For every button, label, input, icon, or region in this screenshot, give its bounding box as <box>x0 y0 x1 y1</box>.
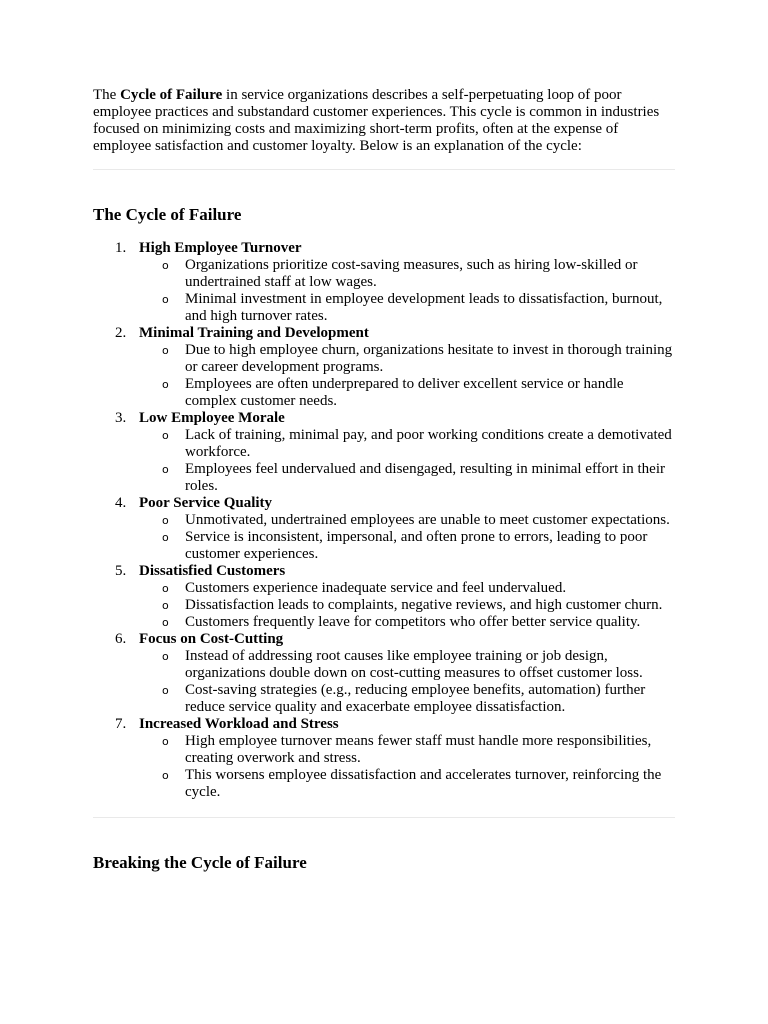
cycle-step <box>93 631 675 716</box>
section-heading-cycle: The Cycle of Failure <box>93 205 242 224</box>
step-point-text: High employee turnover means fewer staff must handle more responsibilities, creating overwork and stress. <box>185 733 652 766</box>
step-points <box>139 257 675 325</box>
step-point <box>139 376 675 410</box>
step-point <box>139 580 675 597</box>
step-point <box>139 733 675 767</box>
cycle-steps-list <box>93 240 675 801</box>
step-title: Minimal Training and Development <box>139 325 369 341</box>
step-points <box>139 733 675 801</box>
step-point <box>139 512 675 529</box>
step-points <box>139 512 675 563</box>
divider <box>93 169 675 170</box>
step-point <box>139 291 675 325</box>
step-point-text: Employees feel undervalued and disengaged, resulting in minimal effort in their roles. <box>185 461 665 494</box>
cycle-step <box>93 563 675 631</box>
cycle-step <box>93 240 675 325</box>
step-point-text: Unmotivated, undertrained employees are unable to meet customer expectations. <box>185 512 670 528</box>
bullet-icon: o <box>162 514 169 527</box>
bullet-icon: o <box>162 378 169 391</box>
step-point <box>139 614 675 631</box>
step-point <box>139 427 675 461</box>
intro-term: Cycle of Failure <box>120 87 223 103</box>
step-point-text: Instead of addressing root causes like employee training or job design, organizations double down on cost-cutting measures to offset customer loss. <box>185 648 643 681</box>
cycle-step <box>93 325 675 410</box>
step-number: 2. <box>115 325 127 341</box>
bullet-icon: o <box>162 344 169 357</box>
step-title: High Employee Turnover <box>139 240 302 256</box>
intro-rest: in service organizations describes a self-perpetuating loop of poor employee practices and substandard customer experiences. This cycle is common in industries focused on minimizing costs and maximizing short-term profits, often at the expense of employee satisfaction and customer loyalty. Below is an explanation of the cycle: <box>93 87 660 154</box>
step-point <box>139 648 675 682</box>
section-heading-breaking: Breaking the Cycle of Failure <box>93 853 307 872</box>
bullet-icon: o <box>162 429 169 442</box>
step-point <box>139 597 675 614</box>
step-point-text: This worsens employee dissatisfaction and accelerates turnover, reinforcing the cycle. <box>185 767 662 800</box>
step-point-text: Customers experience inadequate service and feel undervalued. <box>185 580 567 596</box>
document-page <box>93 87 675 873</box>
step-number: 4. <box>115 495 127 511</box>
cycle-step <box>93 495 675 563</box>
step-title: Dissatisfied Customers <box>139 563 286 579</box>
step-title: Poor Service Quality <box>139 495 273 511</box>
intro-lead: The <box>93 87 121 103</box>
step-point-text: Dissatisfaction leads to complaints, negative reviews, and high customer churn. <box>185 597 663 613</box>
step-title: Focus on Cost-Cutting <box>139 631 284 647</box>
cycle-step <box>93 410 675 495</box>
divider <box>93 817 675 818</box>
step-point-text: Employees are often underprepared to deliver excellent service or handle complex customer needs. <box>185 376 624 409</box>
step-number: 1. <box>115 240 127 256</box>
step-number: 3. <box>115 410 127 426</box>
step-point <box>139 257 675 291</box>
step-number: 6. <box>115 631 127 647</box>
step-point <box>139 461 675 495</box>
step-points <box>139 648 675 716</box>
step-point-text: Service is inconsistent, impersonal, and often prone to errors, leading to poor customer experiences. <box>185 529 648 562</box>
bullet-icon: o <box>162 293 169 306</box>
bullet-icon: o <box>162 463 169 476</box>
bullet-icon: o <box>162 582 169 595</box>
step-title: Increased Workload and Stress <box>139 716 339 732</box>
bullet-icon: o <box>162 650 169 663</box>
step-point <box>139 682 675 716</box>
step-points <box>139 427 675 495</box>
step-point-text: Lack of training, minimal pay, and poor working conditions create a demotivated workforce. <box>185 427 672 460</box>
bullet-icon: o <box>162 735 169 748</box>
step-point-text: Minimal investment in employee development leads to dissatisfaction, burnout, and high turnover rates. <box>185 291 663 324</box>
bullet-icon: o <box>162 531 169 544</box>
step-point <box>139 767 675 801</box>
bullet-icon: o <box>162 684 169 697</box>
step-points <box>139 342 675 410</box>
bullet-icon: o <box>162 599 169 612</box>
step-point-text: Organizations prioritize cost-saving measures, such as hiring low-skilled or undertrained staff at low wages. <box>185 257 638 290</box>
step-point <box>139 342 675 376</box>
step-number: 5. <box>115 563 127 579</box>
intro-paragraph <box>93 87 675 155</box>
step-point-text: Customers frequently leave for competitors who offer better service quality. <box>185 614 641 630</box>
step-point-text: Cost-saving strategies (e.g., reducing employee benefits, automation) further reduce service quality and exacerbate employee dissatisfaction. <box>185 682 646 715</box>
step-point <box>139 529 675 563</box>
cycle-step <box>93 716 675 801</box>
step-number: 7. <box>115 716 127 732</box>
step-point-text: Due to high employee churn, organizations hesitate to invest in thorough training or career development programs. <box>185 342 673 375</box>
step-points <box>139 580 675 631</box>
bullet-icon: o <box>162 769 169 782</box>
bullet-icon: o <box>162 259 169 272</box>
step-title: Low Employee Morale <box>139 410 285 426</box>
bullet-icon: o <box>162 616 169 629</box>
